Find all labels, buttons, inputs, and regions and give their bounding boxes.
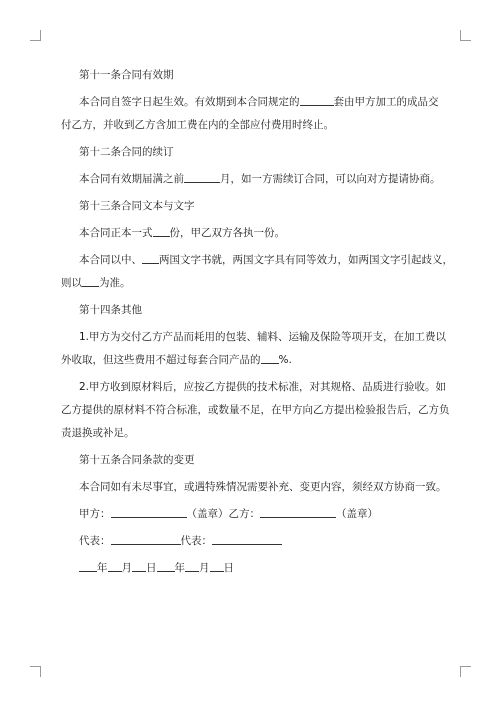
- article-13-text-2-line-1: 本合同以中、 两国文字书就，两国文字具有同等效力，如两国文字引起歧义，: [79, 254, 453, 266]
- article-14-item-2-line-1: 2.甲方收到原材料后，应按乙方提供的技术标准，对其规格、品质进行验收。如: [79, 381, 447, 393]
- article-11-line-2: 付乙方，并收到乙方含加工费在内的全部应付费用时终止。: [61, 119, 334, 131]
- signature-dates: 年 月 日 年 月 日: [79, 557, 443, 580]
- crop-mark-bottom-left: [30, 666, 41, 677]
- heading-article-13: 第十三条合同文本与文字: [79, 200, 195, 212]
- article-14-item-2-line-2: 乙方提供的原材料不符合标准，或数量不足，在甲方向乙方提出检验报告后，乙方负: [61, 404, 450, 416]
- heading-article-12: 第十二条合同的续订: [79, 146, 174, 158]
- crop-mark-top-right: [460, 30, 471, 41]
- article-14-item-1-line-1: 1.甲方为交付乙方产品而耗用的包装、辅料、运输及保险等项开支，在加工费以: [79, 331, 447, 343]
- article-14-item-1-line-2: 外收取，但这些费用不超过每套合同产品的 %.: [61, 354, 292, 366]
- signature-parties: 甲方： （盖章）乙方： （盖章）: [79, 508, 378, 520]
- date-b-year-field[interactable]: [157, 560, 175, 572]
- heading-article-14: 第十四条其他: [79, 304, 142, 316]
- date-b-day-field[interactable]: [210, 560, 224, 572]
- heading-article-15: 第十五条合同条款的变更: [79, 454, 195, 466]
- date-a-year-field[interactable]: [79, 560, 97, 572]
- blank-percentage[interactable]: [261, 352, 279, 364]
- article-12-text: 本合同有效期届满之前 月，如一方需续订合同，可以向对方提请协商。: [79, 173, 441, 185]
- article-13-text-1: 本合同正本一式 份，甲乙双方各执一份。: [79, 227, 285, 239]
- article-13-text-2-line-2: 则以 为准。: [61, 277, 131, 289]
- document-body: [61, 60, 453, 580]
- blank-months[interactable]: [184, 171, 220, 183]
- blank-language[interactable]: [142, 252, 159, 264]
- blank-prevailing-language[interactable]: [82, 275, 99, 287]
- signature-representatives: 代表： 代表：: [79, 530, 443, 553]
- blank-copies[interactable]: [153, 225, 170, 237]
- crop-mark-top-left: [30, 30, 41, 41]
- date-a-day-field[interactable]: [132, 560, 146, 572]
- crop-mark-bottom-right: [460, 666, 471, 677]
- heading-article-11: 第十一条合同有效期: [79, 69, 174, 81]
- article-15-text: 本合同如有未尽事宜，或遇特殊情况需要补充、变更内容，须经双方协商一致。: [79, 481, 447, 493]
- party-a-signature-field[interactable]: [111, 506, 187, 518]
- date-a-month-field[interactable]: [108, 560, 122, 572]
- rep-a-field[interactable]: [111, 533, 181, 545]
- blank-quantity[interactable]: [300, 94, 334, 106]
- date-b-month-field[interactable]: [185, 560, 199, 572]
- party-b-signature-field[interactable]: [260, 506, 336, 518]
- article-11-line-1: 本合同自签字日起生效。有效期到本合同规定的 套由甲方加工的成品交: [79, 96, 439, 108]
- article-14-item-2-line-3: 责退换或补足。: [61, 427, 135, 439]
- rep-b-field[interactable]: [212, 533, 282, 545]
